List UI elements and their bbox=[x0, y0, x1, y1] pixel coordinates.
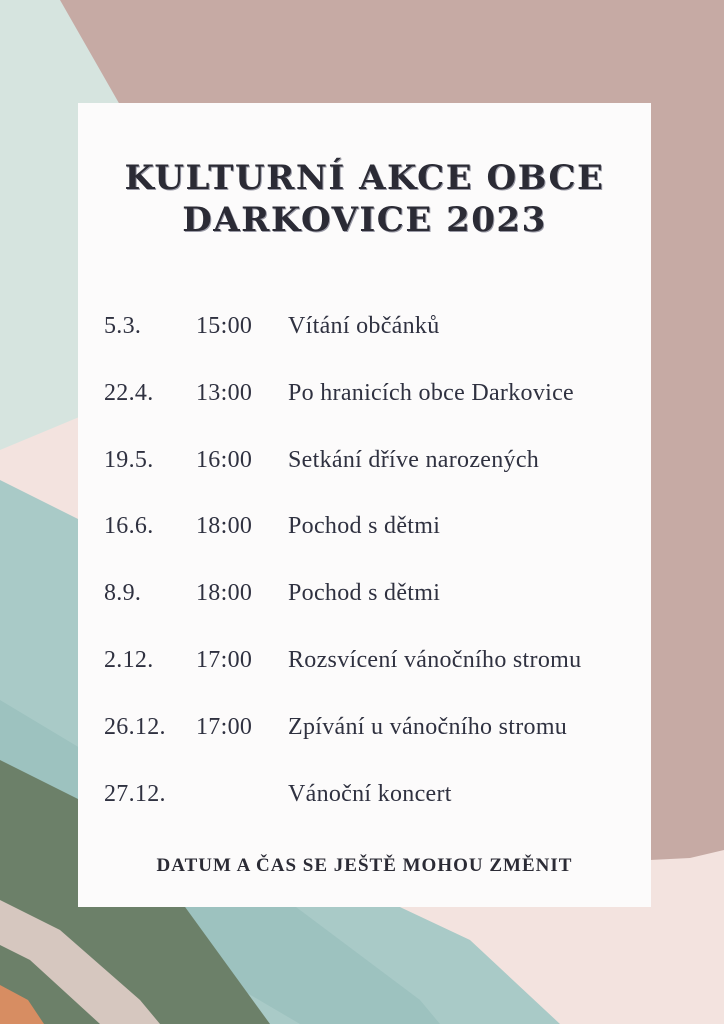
event-name: Vítání občánků bbox=[288, 313, 440, 339]
event-row bbox=[104, 772, 644, 839]
page-title bbox=[78, 157, 651, 241]
event-name: Rozsvícení vánočního stromu bbox=[288, 646, 582, 673]
event-row bbox=[104, 371, 644, 438]
event-name: Pochod s dětmi bbox=[288, 513, 441, 540]
event-card bbox=[78, 103, 651, 907]
event-date: 19.5. bbox=[104, 446, 154, 473]
event-name: Po hranicích obce Darkovice bbox=[288, 379, 574, 406]
event-date: 2.12. bbox=[104, 646, 154, 673]
title-line-2: DARKOVICE 2023 bbox=[182, 200, 547, 240]
event-time: 17:00 bbox=[196, 713, 253, 740]
event-date: 16.6. bbox=[104, 513, 154, 540]
event-name: Vánoční koncert bbox=[288, 780, 452, 807]
event-row bbox=[104, 438, 644, 505]
event-row bbox=[104, 638, 644, 705]
title-line-1: KULTURNÍ AKCE OBCE bbox=[124, 158, 605, 198]
event-name: Zpívání u vánočního stromu bbox=[288, 713, 568, 740]
event-name: Setkání dříve narozených bbox=[288, 446, 540, 473]
event-time: 17:00 bbox=[196, 646, 253, 673]
event-time: 13:00 bbox=[196, 379, 253, 406]
event-date: 8.9. bbox=[104, 580, 142, 607]
event-date: 27.12. bbox=[104, 780, 166, 807]
change-notice: DATUM A ČAS SE JEŠTĚ MOHOU ZMĚNIT bbox=[156, 855, 573, 876]
event-date: 26.12. bbox=[104, 713, 166, 740]
event-name: Pochod s dětmi bbox=[288, 580, 441, 607]
event-date: 5.3. bbox=[104, 313, 142, 339]
event-time: 16:00 bbox=[196, 446, 253, 473]
event-row bbox=[104, 504, 644, 571]
event-time: 15:00 bbox=[196, 313, 253, 339]
event-row bbox=[104, 304, 644, 371]
event-date: 22.4. bbox=[104, 379, 154, 406]
event-time: 18:00 bbox=[196, 580, 253, 607]
event-list bbox=[104, 304, 644, 838]
event-time: 18:00 bbox=[196, 513, 253, 540]
event-row bbox=[104, 705, 644, 772]
event-row bbox=[104, 571, 644, 638]
